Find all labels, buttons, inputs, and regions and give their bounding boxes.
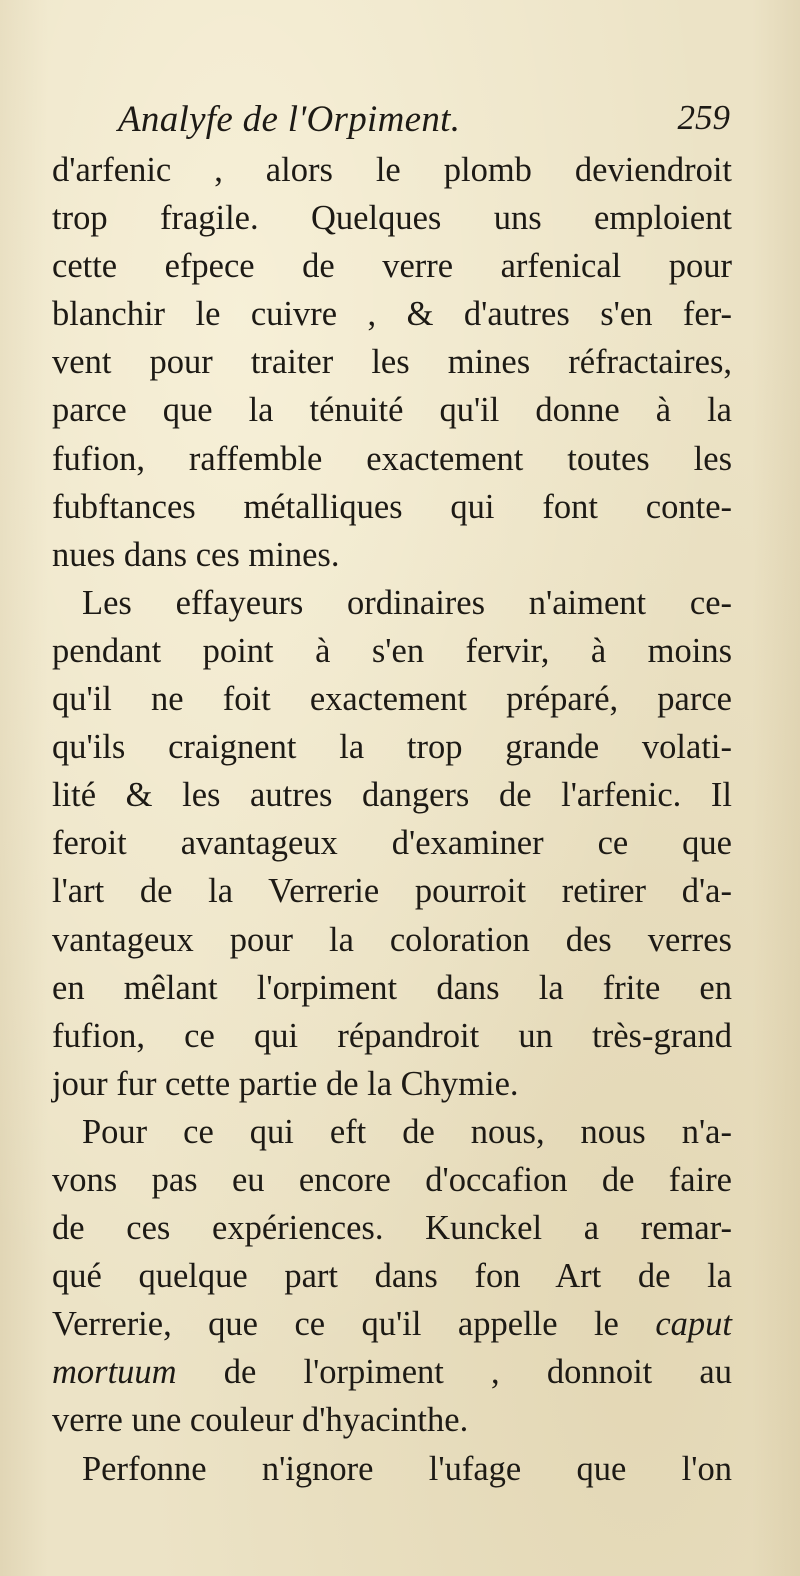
text-line: Les effayeurs ordinaires n'aiment ce- xyxy=(82,583,732,622)
text-line: verre une couleur d'hyacinthe. xyxy=(52,1401,469,1440)
text-line: de ces expériences. Kunckel a remar- xyxy=(52,1209,732,1248)
text-line: cette efpece de verre arfenical pour xyxy=(52,247,732,286)
text-line xyxy=(52,1348,732,1396)
text-line: fubftances métalliques qui font conte- xyxy=(52,487,732,526)
text-line: l'art de la Verrerie pourroit retirer d'a- xyxy=(52,872,732,911)
italic-phrase: caput xyxy=(655,1305,732,1344)
text-line: fufion, raffemble exactement toutes les xyxy=(52,439,732,478)
text-line: fufion, ce qui répandroit un très-grand xyxy=(52,1016,732,1055)
text-span: de l'orpiment , donnoit au xyxy=(176,1353,732,1392)
text-line: nues dans ces mines. xyxy=(52,535,340,574)
page-header xyxy=(118,98,730,148)
text-line: qu'ils craignent la trop grande volati- xyxy=(52,728,732,767)
italic-phrase: mortuum xyxy=(52,1353,177,1392)
text-line: Pour ce qui eft de nous, nous n'a- xyxy=(82,1112,732,1151)
text-line: en mêlant l'orpiment dans la frite en xyxy=(52,968,732,1007)
running-title: Analyfe de l'Orpiment. xyxy=(118,99,461,140)
text-line: vent pour traiter les mines réfractaires, xyxy=(52,343,732,382)
text-line: Perfonne n'ignore l'ufage que l'on xyxy=(82,1449,732,1488)
text-line: qu'il ne foit exactement préparé, parce xyxy=(52,680,732,719)
text-line: vantageux pour la coloration des verres xyxy=(52,920,732,959)
text-line: parce que la ténuité qu'il donne à la xyxy=(52,391,732,430)
text-line: blanchir le cuivre , & d'autres s'en fer- xyxy=(52,295,732,334)
text-line: vons pas eu encore d'occafion de faire xyxy=(52,1160,732,1199)
text-line: jour fur cette partie de la Chymie. xyxy=(52,1064,519,1103)
text-line: d'arfenic , alors le plomb deviendroit xyxy=(52,151,732,189)
body-text xyxy=(52,146,732,1493)
text-line: feroit avantageux d'examiner ce que xyxy=(52,824,732,863)
text-span: Verrerie, que ce qu'il appelle le xyxy=(52,1305,656,1344)
text-line xyxy=(52,1300,732,1348)
text-line: lité & les autres dangers de l'arfenic. Il xyxy=(52,776,732,815)
text-line: pendant point à s'en fervir, à moins xyxy=(52,631,732,670)
text-line: qué quelque part dans fon Art de la xyxy=(52,1257,732,1296)
text-line: trop fragile. Quelques uns emploient xyxy=(52,199,732,238)
page-number: 259 xyxy=(677,98,730,137)
